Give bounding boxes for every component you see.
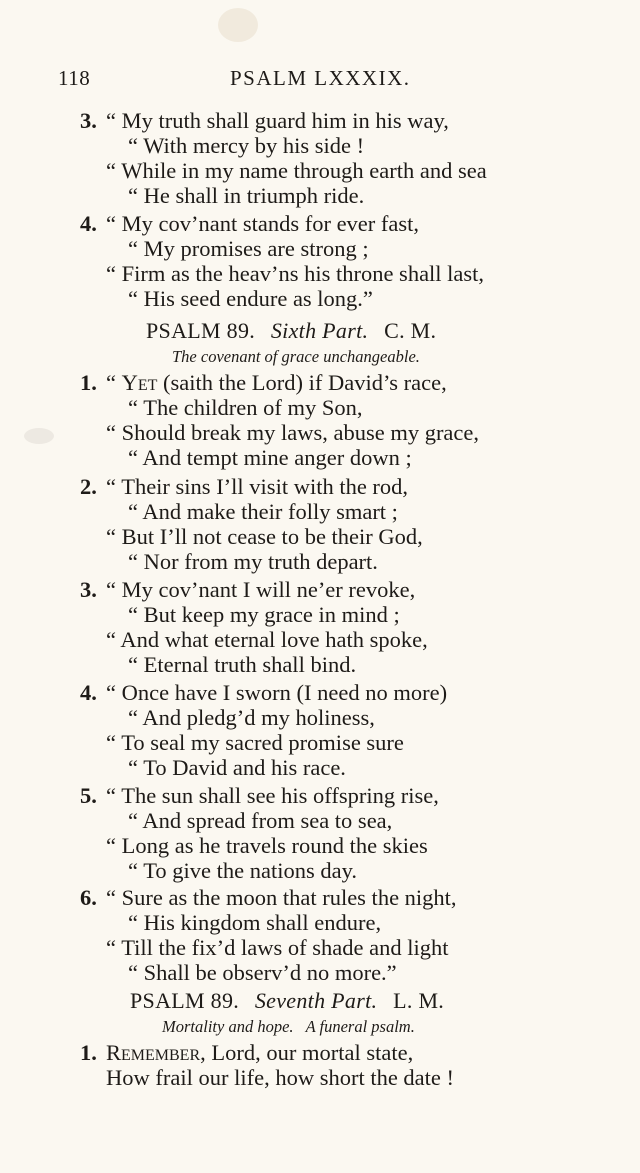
verse-line: “ My promises are strong ; bbox=[128, 236, 369, 261]
stanza-number: 3. bbox=[80, 577, 97, 602]
verse-line: “ To seal my sacred promise sure bbox=[106, 730, 404, 755]
verse-line-first bbox=[106, 370, 447, 396]
verse-line: “ Sure as the moon that rules the night, bbox=[106, 885, 457, 910]
verse-line: “ He shall in triumph ride. bbox=[128, 183, 365, 208]
verse-line: “ To give the nations day. bbox=[128, 858, 357, 883]
stanza-number: 1. bbox=[80, 1040, 97, 1065]
verse-line: “ Long as he travels round the skies bbox=[106, 833, 428, 858]
verse-line: “ My cov’nant stands for ever fast, bbox=[106, 211, 420, 236]
verse-line: “ And spread from sea to sea, bbox=[128, 808, 393, 833]
verse-line: How frail our life, how short the date ! bbox=[106, 1065, 455, 1090]
section-subtitle: Mortality and hope. A funeral psalm. bbox=[162, 1017, 415, 1036]
heading-meter: C. M. bbox=[384, 318, 437, 343]
paper-stain bbox=[24, 428, 54, 444]
verse-line: “ To David and his race. bbox=[128, 755, 346, 780]
open-quote: “ bbox=[106, 370, 122, 395]
verse-line: “ And pledg’d my holiness, bbox=[128, 705, 375, 730]
stanza-number: 4. bbox=[80, 211, 97, 236]
heading-meter: L. M. bbox=[393, 988, 445, 1013]
verse-line: “ Their sins I’ll visit with the rod, bbox=[106, 474, 409, 499]
stanza-number: 3. bbox=[80, 108, 97, 133]
verse-line: “ With mercy by his side ! bbox=[128, 133, 365, 158]
heading-part: Seventh Part. bbox=[254, 988, 378, 1013]
heading-psalm: PSALM 89. bbox=[146, 318, 256, 343]
section-heading bbox=[130, 988, 444, 1014]
initial-word: Yet bbox=[121, 370, 158, 395]
stanza-number: 4. bbox=[80, 680, 97, 705]
stanza-number: 5. bbox=[80, 783, 97, 808]
verse-line: “ And make their folly smart ; bbox=[128, 499, 398, 524]
verse-line: “ But keep my grace in mind ; bbox=[128, 602, 400, 627]
verse-line: “ Till the fix’d laws of shade and light bbox=[106, 935, 449, 960]
verse-line: “ My truth shall guard him in his way, bbox=[106, 108, 449, 133]
section-heading bbox=[146, 318, 436, 344]
verse-line: “ The sun shall see his offspring rise, bbox=[106, 783, 439, 808]
verse-line: “ Shall be observ’d no more.” bbox=[128, 960, 397, 985]
section-subtitle: The covenant of grace unchangeable. bbox=[172, 347, 420, 366]
heading-psalm: PSALM 89. bbox=[130, 988, 240, 1013]
running-title: PSALM LXXXIX. bbox=[230, 66, 411, 90]
heading-part: Sixth Part. bbox=[270, 318, 369, 343]
verse-line: “ Eternal truth shall bind. bbox=[128, 652, 357, 677]
page-number: 118 bbox=[58, 66, 91, 90]
stanza-number: 2. bbox=[80, 474, 97, 499]
verse-line: “ And what eternal love hath spoke, bbox=[106, 627, 428, 652]
line-rest: (saith the Lord) if David’s race, bbox=[157, 370, 447, 395]
verse-line: “ While in my name through earth and sea bbox=[106, 158, 487, 183]
line-rest: , Lord, our mortal state, bbox=[200, 1040, 414, 1065]
verse-line: “ His seed endure as long.” bbox=[128, 286, 373, 311]
verse-line: “ Nor from my truth depart. bbox=[128, 549, 378, 574]
stanza-number: 6. bbox=[80, 885, 97, 910]
initial-word: Remember bbox=[106, 1040, 201, 1065]
verse-line: “ Should break my laws, abuse my grace, bbox=[106, 420, 480, 445]
verse-line: “ His kingdom shall endure, bbox=[128, 910, 382, 935]
paper-stain bbox=[218, 8, 258, 42]
verse-line: “ But I’ll not cease to be their God, bbox=[106, 524, 423, 549]
verse-line: “ And tempt mine anger down ; bbox=[128, 445, 412, 470]
verse-line: “ Once have I sworn (I need no more) bbox=[106, 680, 448, 705]
verse-line: “ The children of my Son, bbox=[128, 395, 363, 420]
verse-line: “ My cov’nant I will ne’er revoke, bbox=[106, 577, 416, 602]
verse-line-first bbox=[106, 1040, 413, 1066]
verse-line: “ Firm as the heav’ns his throne shall last, bbox=[106, 261, 485, 286]
page-header bbox=[58, 66, 558, 96]
stanza-number: 1. bbox=[80, 370, 97, 395]
